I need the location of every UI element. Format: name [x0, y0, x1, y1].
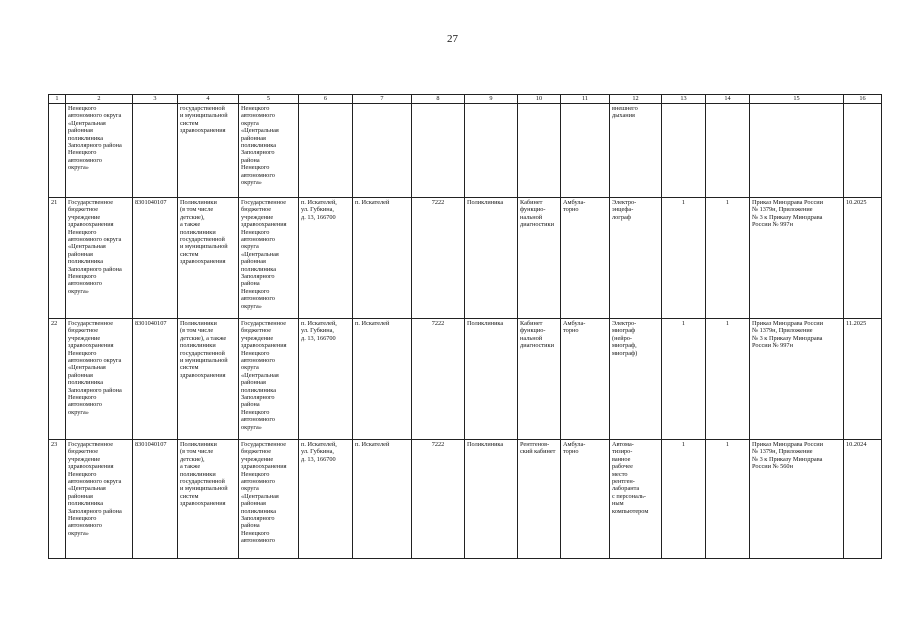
- column-header: 2: [66, 95, 133, 104]
- address-cell: [299, 104, 353, 198]
- column-header: 5: [239, 95, 299, 104]
- address-cell: п. Искателей, ул. Губкина, д. 13, 166700: [299, 319, 353, 440]
- facility-type-cell: Поликлиники (в том числе детские), а также поликлиники государственной и муниципальной систем здравоохранения: [178, 440, 239, 559]
- table-row: [49, 104, 882, 198]
- quantity-cell: 1: [662, 440, 706, 559]
- row-number-cell: 21: [49, 198, 66, 319]
- equipment-name-cell: внешнего дыхания: [610, 104, 662, 198]
- equipment-table: [48, 94, 882, 559]
- date-cell: 10.2024: [844, 440, 882, 559]
- facility-name-cell: Государственное бюджетное учреждение здравоохранения Ненецкого автономного округа «Центральная районная поликлиника Заполярного района Ненецкого автономного: [239, 440, 299, 559]
- address-cell: п. Искателей, ул. Губкина, д. 13, 166700: [299, 198, 353, 319]
- quantity-cell: [706, 104, 750, 198]
- quantity-cell: 1: [662, 198, 706, 319]
- regulation-cell: Приказ Минздрава России № 1379н, Приложение № 3 к Приказу Минздрава России № 560н: [750, 440, 844, 559]
- table-row: [49, 198, 882, 319]
- date-cell: 10.2025: [844, 198, 882, 319]
- settlement-cell: п. Искателей: [353, 440, 412, 559]
- date-cell: [844, 104, 882, 198]
- column-header: 7: [353, 95, 412, 104]
- department-cell: Рентгенов- ский кабинет: [518, 440, 561, 559]
- facility-name-cell: Ненецкого автономного округа «Центральная районная поликлиника Заполярного района Ненецкого автономного округа»: [239, 104, 299, 198]
- date-cell: 11.2025: [844, 319, 882, 440]
- unit-type-cell: Поликлиника: [465, 319, 518, 440]
- equipment-name-cell: Электро- энцефа- лограф: [610, 198, 662, 319]
- code-cell: 8301040107: [133, 319, 178, 440]
- row-number-cell: 22: [49, 319, 66, 440]
- regulation-cell: Приказ Минздрава России № 1379н, Приложение № 3 к Приказу Минздрава России № 997н: [750, 319, 844, 440]
- department-cell: [518, 104, 561, 198]
- code-cell: 8301040107: [133, 440, 178, 559]
- column-header: 3: [133, 95, 178, 104]
- equipment-name-cell: Электро- миограф (нейро- миограф, миограф): [610, 319, 662, 440]
- column-header: 6: [299, 95, 353, 104]
- quantity-cell: [662, 104, 706, 198]
- column-header: 16: [844, 95, 882, 104]
- unit-type-cell: Поликлиника: [465, 440, 518, 559]
- organization-name-cell: Государственное бюджетное учреждение здравоохранения Ненецкого автономного округа «Центральная районная поликлиника Заполярного района Ненецкого автономного округа»: [66, 319, 133, 440]
- column-header: 10: [518, 95, 561, 104]
- care-conditions-cell: [561, 104, 610, 198]
- column-header: 8: [412, 95, 465, 104]
- facility-type-cell: государственной и муниципальной систем здравоохранения: [178, 104, 239, 198]
- code-cell: 8301040107: [133, 198, 178, 319]
- regulation-cell: [750, 104, 844, 198]
- organization-name-cell: Государственное бюджетное учреждение здравоохранения Ненецкого автономного округа «Центральная районная поликлиника Заполярного района Ненецкого автономного округа»: [66, 198, 133, 319]
- regulation-cell: Приказ Минздрава России № 1379н, Приложение № 3 к Приказу Минздрава России № 997н: [750, 198, 844, 319]
- column-header: 13: [662, 95, 706, 104]
- row-number-cell: 23: [49, 440, 66, 559]
- facility-type-cell: Поликлиники (в том числе детские), а также поликлиники государственной и муниципальной систем здравоохранения: [178, 198, 239, 319]
- unit-type-cell: [465, 104, 518, 198]
- department-cell: Кабинет функцио- нальной диагностики: [518, 319, 561, 440]
- region-code-cell: 7222: [412, 319, 465, 440]
- equipment-name-cell: Автома- тизиро- ванное рабочее место рентген- лаборанта с персональ- ным компьютером: [610, 440, 662, 559]
- facility-type-cell: Поликлиники (в том числе детские), а также поликлиники государственной и муниципальной систем здравоохранения: [178, 319, 239, 440]
- table-row: [49, 319, 882, 440]
- quantity-cell: 1: [706, 198, 750, 319]
- settlement-cell: п. Искателей: [353, 198, 412, 319]
- settlement-cell: [353, 104, 412, 198]
- code-cell: [133, 104, 178, 198]
- region-code-cell: [412, 104, 465, 198]
- care-conditions-cell: Амбула- торно: [561, 440, 610, 559]
- department-cell: Кабинет функцио- нальной диагностики: [518, 198, 561, 319]
- unit-type-cell: Поликлиника: [465, 198, 518, 319]
- page-number: 27: [447, 33, 458, 45]
- table-header-row: [49, 95, 882, 104]
- column-header: 1: [49, 95, 66, 104]
- column-header: 11: [561, 95, 610, 104]
- quantity-cell: 1: [706, 440, 750, 559]
- row-number-cell: [49, 104, 66, 198]
- column-header: 12: [610, 95, 662, 104]
- care-conditions-cell: Амбула- торно: [561, 198, 610, 319]
- settlement-cell: п. Искателей: [353, 319, 412, 440]
- column-header: 4: [178, 95, 239, 104]
- region-code-cell: 7222: [412, 440, 465, 559]
- care-conditions-cell: Амбула- торно: [561, 319, 610, 440]
- column-header: 14: [706, 95, 750, 104]
- quantity-cell: 1: [706, 319, 750, 440]
- organization-name-cell: Ненецкого автономного округа «Центральная районная поликлиника Заполярного района Ненецкого автономного округа»: [66, 104, 133, 198]
- table-row: [49, 440, 882, 559]
- address-cell: п. Искателей, ул. Губкина, д. 13, 166700: [299, 440, 353, 559]
- quantity-cell: 1: [662, 319, 706, 440]
- organization-name-cell: Государственное бюджетное учреждение здравоохранения Ненецкого автономного округа «Центральная районная поликлиника Заполярного района Ненецкого автономного округа»: [66, 440, 133, 559]
- column-header: 9: [465, 95, 518, 104]
- facility-name-cell: Государственное бюджетное учреждение здравоохранения Ненецкого автономного округа «Центральная районная поликлиника Заполярного района Ненецкого автономного округа»: [239, 198, 299, 319]
- region-code-cell: 7222: [412, 198, 465, 319]
- facility-name-cell: Государственное бюджетное учреждение здравоохранения Ненецкого автономного округа «Центральная районная поликлиника Заполярного района Ненецкого автономного округа»: [239, 319, 299, 440]
- column-header: 15: [750, 95, 844, 104]
